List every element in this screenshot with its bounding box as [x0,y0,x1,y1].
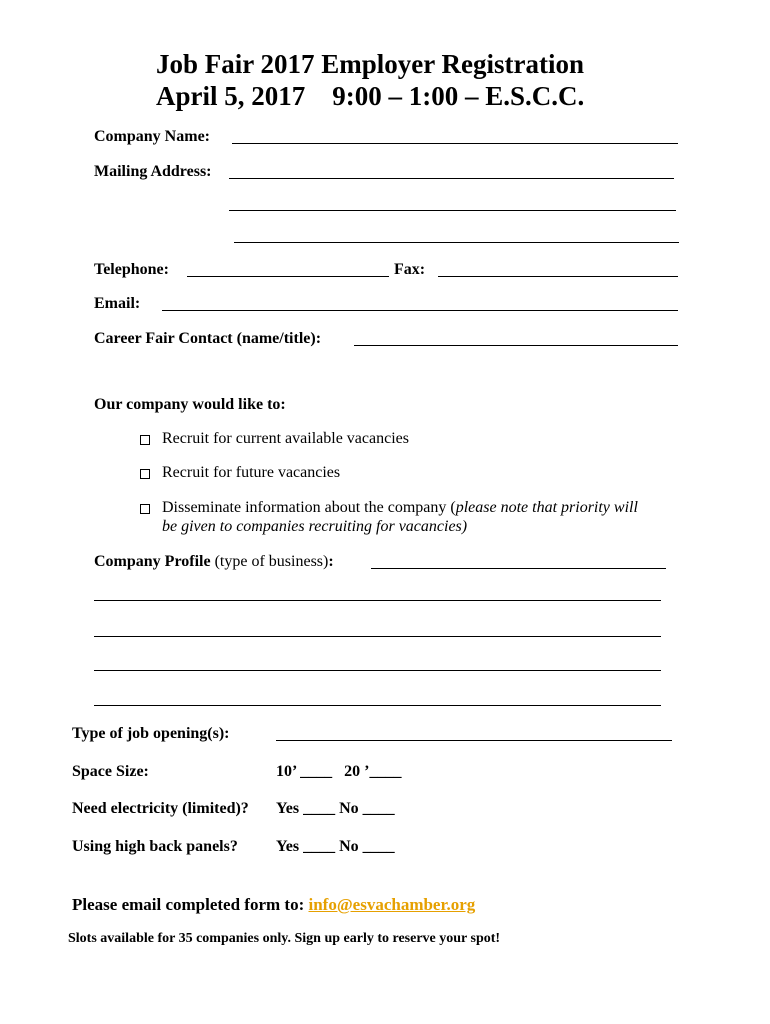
email-label: Email: [94,295,141,312]
company-profile-field-5[interactable] [94,705,661,706]
mailing-address-label: Mailing Address: [94,163,212,180]
company-profile-label: Company Profile [94,553,211,570]
fax-field[interactable] [438,276,678,277]
company-profile-paren: (type of business) [214,553,329,570]
telephone-label: Telephone: [94,261,169,278]
email-link[interactable]: info@esvachamber.org [308,895,476,914]
email-field[interactable] [162,310,678,311]
company-profile-colon: : [328,553,334,570]
disseminate-info-label: Disseminate information about the company ( [162,499,456,516]
mailing-address-field-3[interactable] [234,242,679,243]
event-details: April 5, 2017 9:00 – 1:00 – E.S.C.C. [156,81,585,111]
panels-label: Using high back panels? [72,838,238,855]
disseminate-info-option [162,498,638,518]
slots-note: Slots available for 35 companies only. Sign up early to reserve your spot! [68,931,501,946]
email-prompt [72,895,475,915]
recruit-current-checkbox[interactable] [140,435,150,445]
recruit-future-checkbox[interactable] [140,469,150,479]
company-profile-field-3[interactable] [94,636,661,637]
company-profile-field-1[interactable] [371,568,666,569]
company-name-field[interactable] [232,143,678,144]
priority-note-1: please note that priority will [455,499,638,516]
career-contact-label: Career Fair Contact (name/title): [94,330,322,347]
recruit-current-label: Recruit for current available vacancies [162,430,409,447]
company-name-label: Company Name: [94,128,210,145]
mailing-address-field-1[interactable] [229,178,674,179]
panels-options[interactable]: Yes ____ No ____ [276,838,395,855]
priority-note-2: be given to companies recruiting for vacancies) [162,518,468,535]
options-heading: Our company would like to: [94,396,286,413]
email-prompt-text: Please email completed form to: [72,895,305,914]
mailing-address-field-2[interactable] [229,210,676,211]
company-profile-field-4[interactable] [94,670,661,671]
company-profile-row [94,552,334,572]
job-opening-label: Type of job opening(s): [72,725,230,742]
recruit-future-label: Recruit for future vacancies [162,464,341,481]
telephone-field[interactable] [187,276,389,277]
space-size-label: Space Size: [72,763,149,780]
company-profile-field-2[interactable] [94,600,661,601]
job-opening-field[interactable] [276,740,672,741]
space-size-options[interactable]: 10’ ____ 20 ’____ [276,763,402,780]
disseminate-info-checkbox[interactable] [140,504,150,514]
electricity-label: Need electricity (limited)? [72,800,249,817]
form-title: Job Fair 2017 Employer Registration [156,49,584,79]
career-contact-field[interactable] [354,345,678,346]
electricity-options[interactable]: Yes ____ No ____ [276,800,395,817]
fax-label: Fax: [394,261,426,278]
